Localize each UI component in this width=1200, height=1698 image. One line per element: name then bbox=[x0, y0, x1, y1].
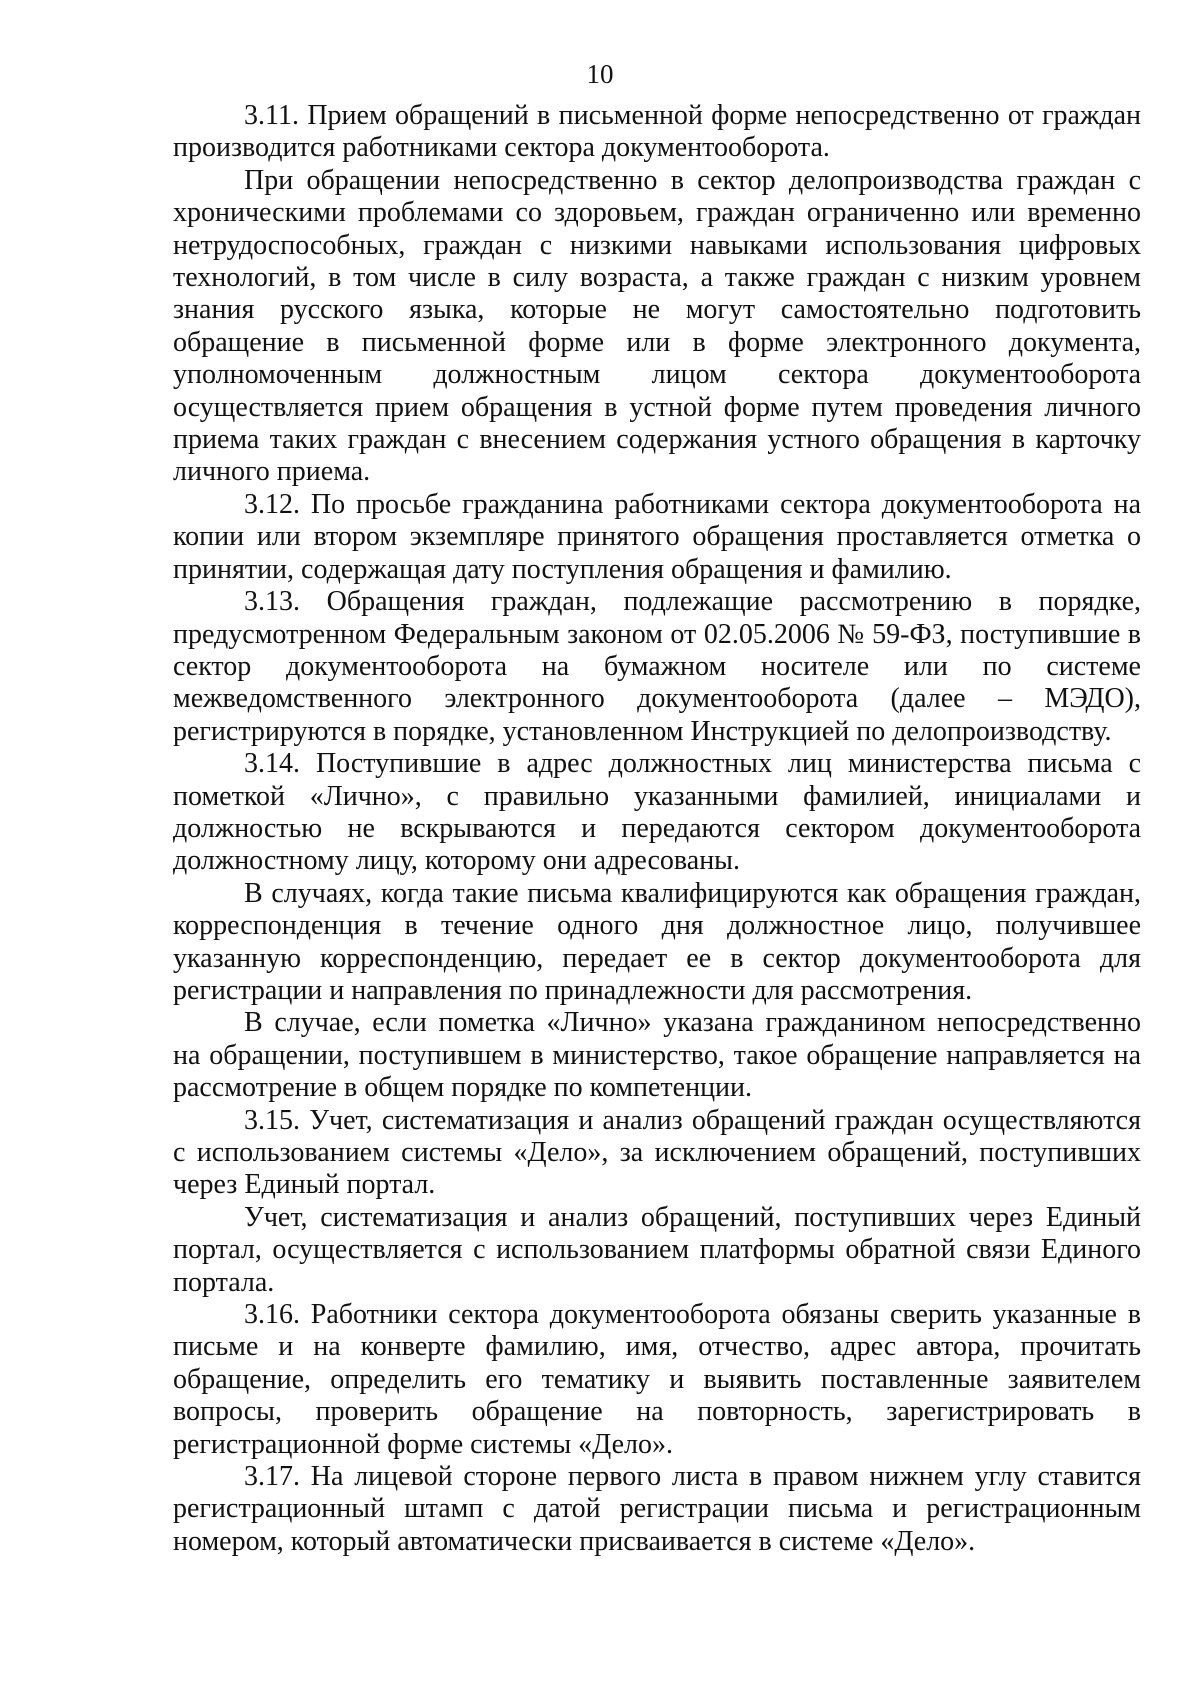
paragraph-3-14: 3.14. Поступившие в адрес должностных лиц министерства письма с пометкой «Лично», с правильно указанными фамилией, инициалами и должностью не вскрываются и передаются сектором документооборота должностному лицу, которому они адресованы. bbox=[173, 748, 1141, 877]
paragraph-3-17: 3.17. На лицевой стороне первого листа в правом нижнем углу ставится регистрационный штамп с датой регистрации письма и регистрационным номером, который автоматически присваивается в системе «Дело». bbox=[173, 1461, 1141, 1557]
paragraph-3-15: 3.15. Учет, систематизация и анализ обращений граждан осуществляются с использованием системы «Дело», за исключением обращений, поступивших через Единый портал. bbox=[173, 1104, 1141, 1201]
paragraph-unified-portal: Учет, систематизация и анализ обращений, поступивших через Единый портал, осуществляется с использованием платформы обратной связи Единого портала. bbox=[173, 1201, 1141, 1298]
paragraph-3-12: 3.12. По просьбе гражданина работниками сектора документооборота на копии или втором экземпляре принятого обращения проставляется отметка о принятии, содержащая дату поступления обращения и фамилию. bbox=[173, 488, 1141, 585]
paragraph-3-16: 3.16. Работники сектора документооборота обязаны сверить указанные в письме и на конверте фамилию, имя, отчество, адрес автора, прочитать обращение, определить его тематику и выявить поставленные заявителем вопросы, проверить обращение на повторность, зарегистрировать в регистрационной форме системы «Дело». bbox=[173, 1299, 1141, 1460]
paragraph-personal-mark: В случае, если пометка «Лично» указана гражданином непосредственно на обращении, поступившем в министерство, такое обращение направляется на рассмотрение в общем порядке по компетенции. bbox=[173, 1007, 1141, 1104]
document-body bbox=[173, 100, 1141, 1558]
paragraph-3-13: 3.13. Обращения граждан, подлежащие рассмотрению в порядке, предусмотренном Федеральным законом от 02.05.2006 № 59-ФЗ, поступившие в сектор документооборота на бумажном носителе или по системе межведомственного электронного документооборота (далее – МЭДО), регистрируются в порядке, установленном Инструкцией по делопроизводству. bbox=[173, 586, 1141, 747]
page-number: 10 bbox=[586, 59, 614, 89]
paragraph-oral-reception: При обращении непосредственно в сектор делопроизводства граждан с хроническими проблемами со здоровьем, граждан ограниченно или временно нетрудоспособных, граждан с низкими навыками использования цифровых технологий, в том числе в силу возраста, а также граждан с низким уровнем знания русского языка, которые не могут самостоятельно подготовить обращение в письменной форме или в форме электронного документа, уполномоченным должностным лицом сектора документооборота осуществляется прием обращения в устной форме путем проведения личного приема таких граждан с внесением содержания устного обращения в карточку личного приема. bbox=[173, 164, 1141, 488]
paragraph-citizen-letters: В случаях, когда такие письма квалифицируются как обращения граждан, корреспонденция в течение одного дня должностное лицо, получившее указанную корреспонденцию, передает ее в сектор документооборота для регистрации и направления по принадлежности для рассмотрения. bbox=[173, 877, 1141, 1006]
paragraph-3-11: 3.11. Прием обращений в письменной форме непосредственно от граждан производится работниками сектора документооборота. bbox=[173, 100, 1141, 164]
